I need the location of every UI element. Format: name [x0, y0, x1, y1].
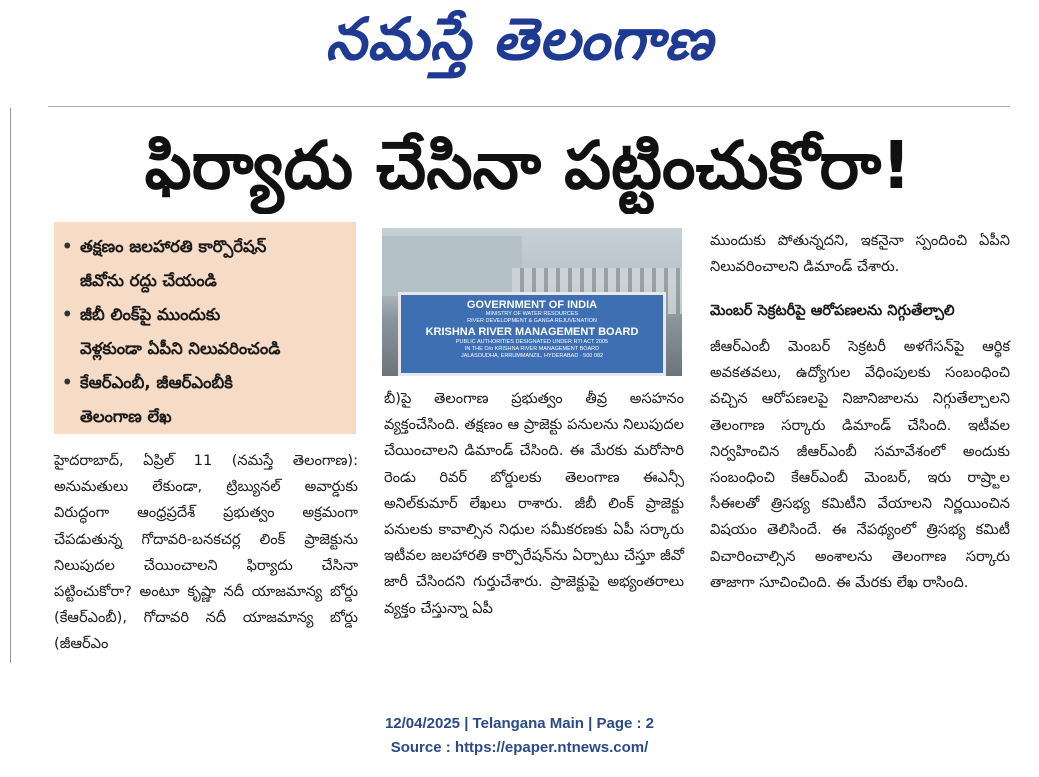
photo-water	[382, 236, 522, 296]
body-column-3-bottom: జీఆర్‌ఎంబీ మెంబర్ సెక్రటరీ అళగేసన్‌పై ఆర్థిక అవకతవలు, ఉద్యోగుల వేధింపులకు సంబంధించి వచ్చిన ఆరోపణలపై నిజానిజాలను నిగ్గుతేల్చాలని తెలంగాణ సర్కారు డిమాండ్ చేసింది. ఇటీవల నిర్వహించిన జీఆర్‌ఎంబీ సమావేశంలో అందుకు సంబంధించి కేఆర్‌ఎంబీ మెంబర్, ఇరు రాష్ర్టాల సీఈలతో త్రిసభ్య కమిటీని వేయాలని నిర్ణయించిన విషయం తెలిసిందే. ఈ నేపథ్యంలో త్రిసభ్య కమిటీ విచారించాల్సిన అంశాలను తెలంగాణ సర్కారు తాజాగా సూచించింది. ఈ మేరకు లేఖ రాసింది.	[710, 338, 1010, 591]
highlight-item	[62, 366, 348, 434]
highlight-text: జీబీ లింక్‌పై ముందుకు వెళ్లకుండా ఏపీని నిలువరించండి	[80, 305, 281, 358]
body-column-3-top: ముందుకు పోతున్నదని, ఇకనైనా స్పందించి ఏపీని నిలువరించాలని డిమాండ్ చేశారు.	[710, 232, 1010, 276]
headline-rule	[48, 106, 1010, 107]
sign-line-4: PUBLIC AUTHORITIES DESIGNATED UNDER RTI ACT 2005 IN THE O/o KRISHNA RIVER MANAGEMENT BOARD JALASOUDHA, ERRUMMANZIL, HYDERABAD - 500 082	[455, 339, 609, 359]
highlight-item	[62, 230, 348, 298]
article-photo	[382, 228, 682, 376]
body-column-2: బీ)పై తెలంగాణ ప్రభుత్వం తీవ్ర అసహనం వ్యక్తంచేసింది. తక్షణం ఆ ప్రాజెక్టు పనులను నిలుపుదల చేయించాలని డిమాండ్ చేసింది. ఈ మేరకు మరోసారి రెండు రివర్ బోర్డులకు తెలంగాణ ఈఎన్సీ అనిల్‌కుమార్ లేఖలు రాశారు. జీబీ లింక్ ప్రాజెక్టు పనులకు కావాల్సిన నిధుల సమీకరణకు ఏపీ సర్కారు ఇటీవల జలహారతి కార్పొరేషన్‌ను ఏర్పాటు చేస్తూ జీవో జారీ చేసిందని గుర్తుచేశారు. ప్రాజెక్టుపై అభ్యంతరాలు వ్యక్తం చేస్తున్నా ఏపీ	[384, 390, 684, 617]
highlights-box	[54, 222, 356, 434]
footer-date-page: 12/04/2025 | Telangana Main | Page : 2	[384, 715, 655, 732]
sub-heading: మెంబర్ సెక్రటరీపై ఆరోపణలను నిగ్గుతేల్చాలి	[710, 302, 955, 319]
body-column-1: హైదరాబాద్, ఏప్రిల్ 11 (నమస్తే తెలంగాణ): అనుమతులు లేకుండా, ట్రిబ్యునల్ అవార్డుకు విరుద్ధంగా ఆంధ్రప్రదేశ్ ప్రభుత్వం అక్రమంగా చేపడుతున్న గోదావరి-బనకచర్ల లింక్ ప్రాజెక్టును నిలుపుదల చేయించాలని ఫిర్యాదు చేసినా పట్టించుకోరా? అంటూ కృష్ణా నదీ యాజమాన్య బోర్డు (కేఆర్‌ఎంబీ), గోదావరి నదీ యాజమాన్య బోర్డు (జీఆర్‌ఎం	[54, 452, 358, 653]
newspaper-masthead: నమస్తే తెలంగాణ	[325, 5, 714, 73]
footer-source: Source : https://epaper.ntnews.com/	[390, 739, 649, 756]
sign-line-2: MINISTRY OF WATER RESOURCES RIVER DEVELOPMENT & GANGA REJUVENATION	[467, 311, 597, 324]
bullet-icon: •	[62, 237, 73, 256]
sign-line-3: KRISHNA RIVER MANAGEMENT BOARD	[425, 326, 639, 338]
sign-line-1: GOVERNMENT OF INDIA	[466, 299, 598, 311]
highlight-item	[62, 298, 348, 366]
left-column-rule	[10, 108, 11, 663]
bullet-icon: •	[62, 373, 73, 392]
bullet-icon: •	[62, 305, 73, 324]
highlight-text: కేఆర్‌ఎంబీ, జీఆర్‌ఎంబీకి తెలంగాణ లేఖ	[80, 373, 233, 426]
article-headline: ఫిర్యాదు చేసినా పట్టించుకోరా!	[144, 127, 912, 204]
krmb-signboard	[398, 292, 666, 376]
highlight-text: తక్షణం జలహారతి కార్పొరేషన్ జీవోను రద్దు చేయండి	[80, 237, 267, 290]
